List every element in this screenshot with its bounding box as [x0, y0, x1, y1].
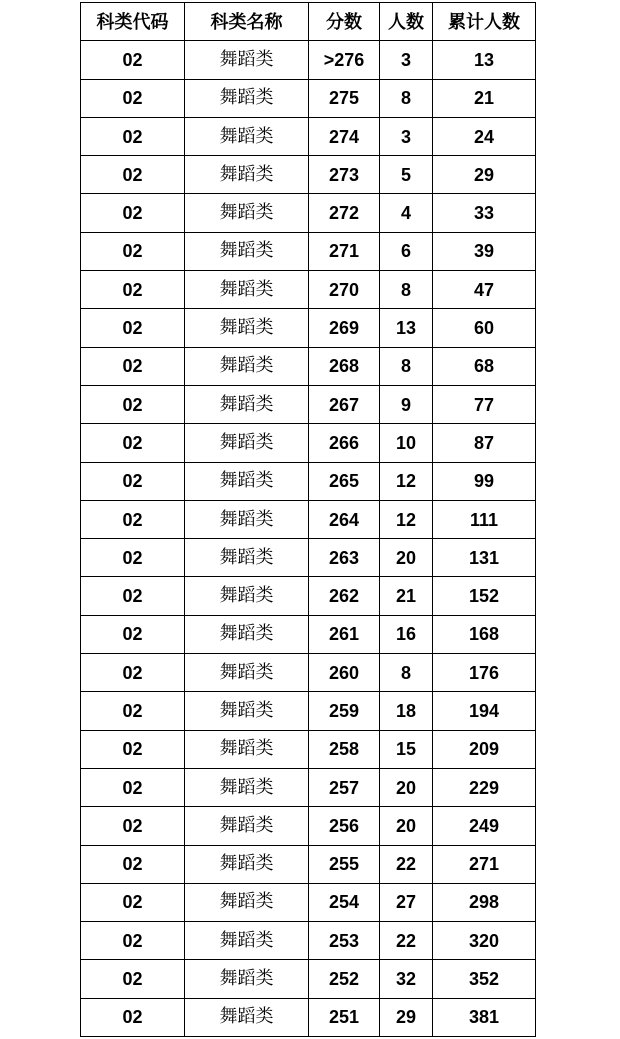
cell-category-name: 舞蹈类 [185, 845, 309, 883]
cell-category-name: 舞蹈类 [185, 41, 309, 79]
cell-category-name: 舞蹈类 [185, 577, 309, 615]
cell-category-code: 02 [81, 117, 185, 155]
cell-category-name: 舞蹈类 [185, 232, 309, 270]
cell-cumulative-count: 168 [433, 615, 536, 653]
cell-category-code: 02 [81, 385, 185, 423]
cell-count: 3 [380, 117, 433, 155]
cell-count: 8 [380, 654, 433, 692]
cell-cumulative-count: 352 [433, 960, 536, 998]
table-row [81, 577, 536, 615]
cell-score: 260 [309, 654, 380, 692]
cell-cumulative-count: 47 [433, 271, 536, 309]
table-row [81, 807, 536, 845]
cell-category-code: 02 [81, 79, 185, 117]
cell-score: 258 [309, 730, 380, 768]
cell-cumulative-count: 381 [433, 998, 536, 1036]
table-row [81, 462, 536, 500]
table-row [81, 960, 536, 998]
cell-category-code: 02 [81, 156, 185, 194]
cell-count: 9 [380, 385, 433, 423]
cell-cumulative-count: 33 [433, 194, 536, 232]
cell-cumulative-count: 131 [433, 539, 536, 577]
cell-count: 21 [380, 577, 433, 615]
table-row [81, 194, 536, 232]
cell-cumulative-count: 13 [433, 41, 536, 79]
table-row [81, 922, 536, 960]
header-score: 分数 [309, 3, 380, 41]
cell-score: 273 [309, 156, 380, 194]
cell-category-code: 02 [81, 654, 185, 692]
table-row [81, 156, 536, 194]
cell-category-name: 舞蹈类 [185, 998, 309, 1036]
cell-category-code: 02 [81, 615, 185, 653]
cell-cumulative-count: 24 [433, 117, 536, 155]
cell-cumulative-count: 298 [433, 883, 536, 921]
table-row [81, 117, 536, 155]
cell-category-code: 02 [81, 194, 185, 232]
cell-score: 253 [309, 922, 380, 960]
cell-score: 261 [309, 615, 380, 653]
cell-count: 12 [380, 462, 433, 500]
cell-score: 263 [309, 539, 380, 577]
cell-score: 268 [309, 347, 380, 385]
cell-count: 32 [380, 960, 433, 998]
cell-score: 266 [309, 424, 380, 462]
cell-count: 8 [380, 271, 433, 309]
cell-score: 275 [309, 79, 380, 117]
cell-score: 252 [309, 960, 380, 998]
cell-category-code: 02 [81, 960, 185, 998]
table-row [81, 271, 536, 309]
table-body [81, 41, 536, 1037]
table-header-row [81, 3, 536, 41]
cell-category-name: 舞蹈类 [185, 615, 309, 653]
cell-count: 18 [380, 692, 433, 730]
cell-count: 20 [380, 768, 433, 806]
cell-category-code: 02 [81, 577, 185, 615]
table-row [81, 385, 536, 423]
cell-cumulative-count: 249 [433, 807, 536, 845]
cell-score: 270 [309, 271, 380, 309]
cell-count: 6 [380, 232, 433, 270]
cell-category-name: 舞蹈类 [185, 347, 309, 385]
cell-category-name: 舞蹈类 [185, 385, 309, 423]
table-row [81, 768, 536, 806]
cell-cumulative-count: 271 [433, 845, 536, 883]
cell-category-name: 舞蹈类 [185, 768, 309, 806]
cell-cumulative-count: 39 [433, 232, 536, 270]
cell-category-code: 02 [81, 922, 185, 960]
cell-category-name: 舞蹈类 [185, 424, 309, 462]
cell-score: 274 [309, 117, 380, 155]
cell-count: 27 [380, 883, 433, 921]
cell-cumulative-count: 229 [433, 768, 536, 806]
cell-category-code: 02 [81, 807, 185, 845]
table-row [81, 998, 536, 1036]
cell-category-code: 02 [81, 271, 185, 309]
table-row [81, 500, 536, 538]
cell-count: 13 [380, 309, 433, 347]
cell-count: 22 [380, 845, 433, 883]
cell-category-code: 02 [81, 539, 185, 577]
table-row [81, 730, 536, 768]
cell-category-code: 02 [81, 309, 185, 347]
cell-category-code: 02 [81, 692, 185, 730]
cell-score: 265 [309, 462, 380, 500]
cell-category-name: 舞蹈类 [185, 654, 309, 692]
table-row [81, 232, 536, 270]
table-row [81, 654, 536, 692]
cell-cumulative-count: 21 [433, 79, 536, 117]
cell-cumulative-count: 111 [433, 500, 536, 538]
cell-category-code: 02 [81, 768, 185, 806]
cell-score: 255 [309, 845, 380, 883]
cell-count: 4 [380, 194, 433, 232]
cell-category-code: 02 [81, 500, 185, 538]
cell-cumulative-count: 68 [433, 347, 536, 385]
cell-category-code: 02 [81, 232, 185, 270]
table-row [81, 692, 536, 730]
cell-category-name: 舞蹈类 [185, 309, 309, 347]
cell-category-name: 舞蹈类 [185, 883, 309, 921]
cell-category-name: 舞蹈类 [185, 922, 309, 960]
cell-cumulative-count: 60 [433, 309, 536, 347]
cell-cumulative-count: 152 [433, 577, 536, 615]
cell-cumulative-count: 209 [433, 730, 536, 768]
cell-score: 271 [309, 232, 380, 270]
table-row [81, 424, 536, 462]
cell-category-name: 舞蹈类 [185, 462, 309, 500]
cell-cumulative-count: 194 [433, 692, 536, 730]
cell-category-name: 舞蹈类 [185, 500, 309, 538]
cell-count: 12 [380, 500, 433, 538]
cell-count: 20 [380, 807, 433, 845]
cell-category-code: 02 [81, 883, 185, 921]
cell-count: 16 [380, 615, 433, 653]
cell-cumulative-count: 87 [433, 424, 536, 462]
cell-score: 269 [309, 309, 380, 347]
table-row [81, 539, 536, 577]
table-row [81, 347, 536, 385]
cell-category-name: 舞蹈类 [185, 271, 309, 309]
table-row [81, 41, 536, 79]
cell-count: 15 [380, 730, 433, 768]
cell-score: 272 [309, 194, 380, 232]
cell-category-code: 02 [81, 347, 185, 385]
cell-cumulative-count: 77 [433, 385, 536, 423]
cell-category-name: 舞蹈类 [185, 79, 309, 117]
cell-score: 251 [309, 998, 380, 1036]
cell-category-code: 02 [81, 41, 185, 79]
cell-count: 5 [380, 156, 433, 194]
cell-category-name: 舞蹈类 [185, 194, 309, 232]
cell-category-code: 02 [81, 424, 185, 462]
cell-category-name: 舞蹈类 [185, 117, 309, 155]
cell-category-name: 舞蹈类 [185, 730, 309, 768]
cell-category-name: 舞蹈类 [185, 539, 309, 577]
cell-score: 257 [309, 768, 380, 806]
cell-count: 8 [380, 79, 433, 117]
header-count: 人数 [380, 3, 433, 41]
cell-score: 254 [309, 883, 380, 921]
cell-cumulative-count: 29 [433, 156, 536, 194]
cell-category-code: 02 [81, 998, 185, 1036]
table-row [81, 883, 536, 921]
cell-count: 8 [380, 347, 433, 385]
table-row [81, 79, 536, 117]
cell-category-code: 02 [81, 845, 185, 883]
cell-cumulative-count: 99 [433, 462, 536, 500]
header-category-code: 科类代码 [81, 3, 185, 41]
header-category-name: 科类名称 [185, 3, 309, 41]
cell-cumulative-count: 320 [433, 922, 536, 960]
score-distribution-table [80, 2, 536, 1037]
cell-cumulative-count: 176 [433, 654, 536, 692]
cell-score: 256 [309, 807, 380, 845]
table-row [81, 845, 536, 883]
cell-category-name: 舞蹈类 [185, 156, 309, 194]
cell-count: 22 [380, 922, 433, 960]
cell-category-name: 舞蹈类 [185, 692, 309, 730]
cell-score: 267 [309, 385, 380, 423]
cell-category-code: 02 [81, 462, 185, 500]
cell-count: 29 [380, 998, 433, 1036]
cell-category-name: 舞蹈类 [185, 960, 309, 998]
cell-count: 3 [380, 41, 433, 79]
cell-score: 264 [309, 500, 380, 538]
cell-category-code: 02 [81, 730, 185, 768]
cell-count: 20 [380, 539, 433, 577]
cell-count: 10 [380, 424, 433, 462]
table-row [81, 615, 536, 653]
cell-score: >276 [309, 41, 380, 79]
header-cumulative-count: 累计人数 [433, 3, 536, 41]
cell-category-name: 舞蹈类 [185, 807, 309, 845]
cell-score: 262 [309, 577, 380, 615]
cell-score: 259 [309, 692, 380, 730]
table-row [81, 309, 536, 347]
